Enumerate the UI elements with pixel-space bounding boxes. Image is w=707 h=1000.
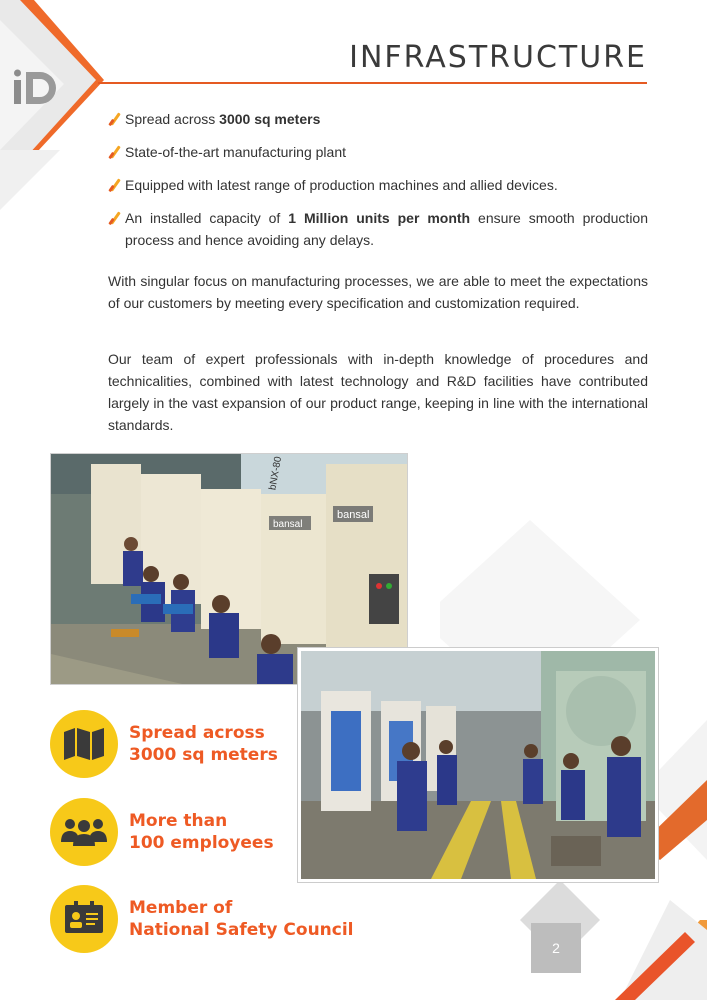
bullet-item: An installed capacity of 1 Million units per month ensure smooth production process and hence avoiding any delays. <box>108 207 648 251</box>
bullet-item: Equipped with latest range of production machines and allied devices. <box>108 174 648 196</box>
stat-icon-circle <box>50 710 118 778</box>
stat-label-line2: 100 employees <box>129 833 274 853</box>
stat-label-line1: Member of <box>129 898 233 918</box>
title-rule <box>98 82 647 84</box>
bullet-item: State-of-the-art manufacturing plant <box>108 141 648 163</box>
stat-employees <box>50 798 390 868</box>
page-number: 2 <box>531 923 581 973</box>
people-icon <box>50 798 118 866</box>
stat-icon-circle <box>50 798 118 866</box>
team-paragraph: Our team of expert professionals with in-depth knowledge of procedures and technicalities, combined with latest technology and R&D facilities have contributed largely in the vast expansion of our product range, keeping in line with the international standards. <box>108 351 648 433</box>
stat-label-line1: More than <box>129 811 228 831</box>
map-icon <box>50 710 118 778</box>
bullet-item: Spread across 3000 sq meters <box>108 108 648 130</box>
machine-brand-label: bansal <box>273 519 303 530</box>
pen-bullet-icon <box>108 211 122 225</box>
machine-model-label: bNX-80 <box>267 455 285 492</box>
feature-bullets <box>108 108 648 262</box>
machine-brand-label: bansal <box>337 509 370 521</box>
company-logo <box>14 68 62 108</box>
pen-bullet-icon <box>108 145 122 159</box>
id-card-icon <box>50 885 118 953</box>
decorative-left-shapes <box>0 0 120 300</box>
pen-bullet-icon <box>108 112 122 126</box>
stat-area <box>50 710 390 780</box>
stat-label-line2: National Safety Council <box>129 920 354 940</box>
stat-label-line1: Spread across <box>129 723 265 743</box>
stat-icon-circle <box>50 885 118 953</box>
pen-bullet-icon <box>108 178 122 192</box>
stat-label-line2: 3000 sq meters <box>129 745 278 765</box>
page-title: INFRASTRUCTURE <box>349 40 647 75</box>
intro-paragraph: With singular focus on manufacturing processes, we are able to meet the expectations of our customers by meeting every specification and customization required. <box>108 273 648 311</box>
stat-safety-council <box>50 885 390 955</box>
